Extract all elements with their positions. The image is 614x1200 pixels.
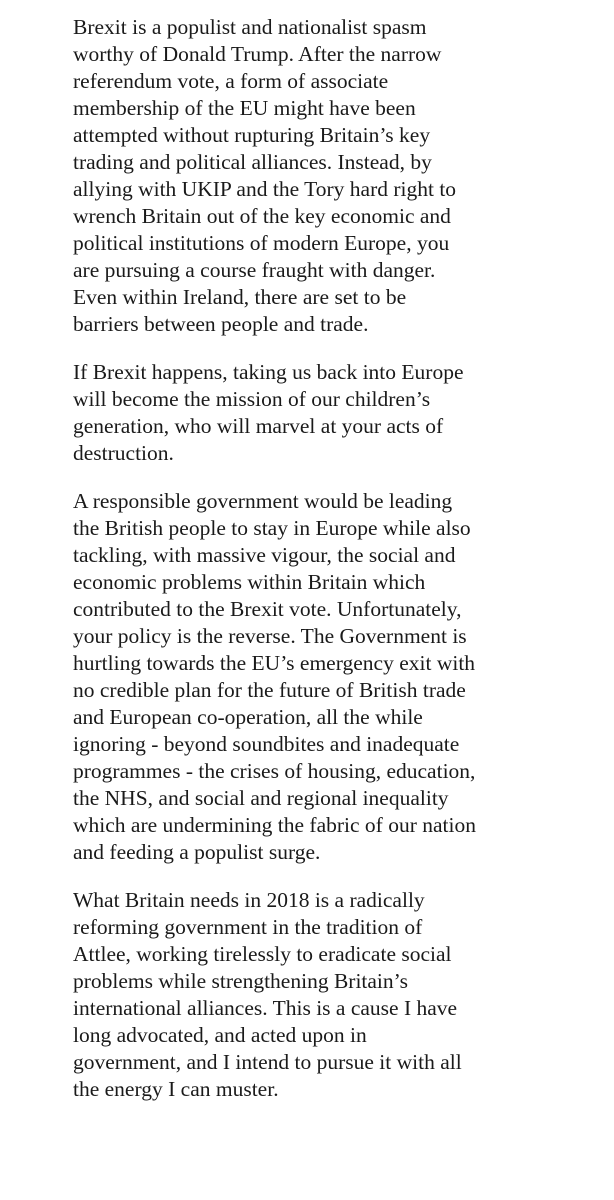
text-line: reforming government in the tradition of	[73, 915, 423, 939]
text-line: A responsible government would be leading	[73, 489, 453, 513]
text-line: and European co-operation, all the while	[73, 705, 423, 729]
text-line: Brexit is a populist and nationalist spasm	[73, 15, 427, 39]
text-line: the British people to stay in Europe while also	[73, 516, 471, 540]
text-line: the NHS, and social and regional inequality	[73, 786, 449, 810]
text-line: your policy is the reverse. The Government is	[73, 624, 467, 648]
text-line: attempted without rupturing Britain’s key	[73, 123, 431, 147]
text-line: no credible plan for the future of British trade	[73, 678, 466, 702]
text-line: problems while strengthening Britain’s	[73, 969, 408, 993]
text-line: If Brexit happens, taking us back into Europe	[73, 360, 464, 384]
text-line: membership of the EU might have been	[73, 96, 416, 120]
text-line: will become the mission of our children’s	[73, 387, 431, 411]
text-line: economic problems within Britain which	[73, 570, 426, 594]
paragraph-responsible-government	[73, 488, 588, 866]
text-line: international alliances. This is a cause I have	[73, 996, 458, 1020]
text-line: Even within Ireland, there are set to be	[73, 285, 407, 309]
text-line: What Britain needs in 2018 is a radically	[73, 888, 425, 912]
paragraph-brexit-spasm	[73, 14, 588, 338]
text-line: hurtling towards the EU’s emergency exit with	[73, 651, 476, 675]
text-line: wrench Britain out of the key economic and	[73, 204, 451, 228]
text-line: political institutions of modern Europe, you	[73, 231, 450, 255]
text-line: destruction.	[73, 441, 174, 465]
text-line: trading and political alliances. Instead, by	[73, 150, 432, 174]
paragraph-spacer	[73, 866, 588, 887]
text-line: which are undermining the fabric of our nation	[73, 813, 476, 837]
text-line: and feeding a populist surge.	[73, 840, 321, 864]
text-line: are pursuing a course fraught with danger.	[73, 258, 436, 282]
text-line: referendum vote, a form of associate	[73, 69, 389, 93]
text-line: Attlee, working tirelessly to eradicate social	[73, 942, 452, 966]
text-line: the energy I can muster.	[73, 1077, 279, 1101]
paragraph-spacer	[73, 467, 588, 488]
text-line: generation, who will marvel at your acts of	[73, 414, 444, 438]
text-line: long advocated, and acted upon in	[73, 1023, 367, 1047]
text-line: worthy of Donald Trump. After the narrow	[73, 42, 442, 66]
text-line: ignoring - beyond soundbites and inadequate	[73, 732, 460, 756]
text-line: government, and I intend to pursue it with all	[73, 1050, 462, 1074]
paragraph-spacer	[73, 338, 588, 359]
paragraph-back-into-europe	[73, 359, 588, 467]
text-line: barriers between people and trade.	[73, 312, 369, 336]
paragraph-what-britain-needs	[73, 887, 588, 1103]
text-line: tackling, with massive vigour, the social and	[73, 543, 456, 567]
text-line: contributed to the Brexit vote. Unfortunately,	[73, 597, 462, 621]
text-line: allying with UKIP and the Tory hard right to	[73, 177, 457, 201]
text-line: programmes - the crises of housing, education,	[73, 759, 476, 783]
